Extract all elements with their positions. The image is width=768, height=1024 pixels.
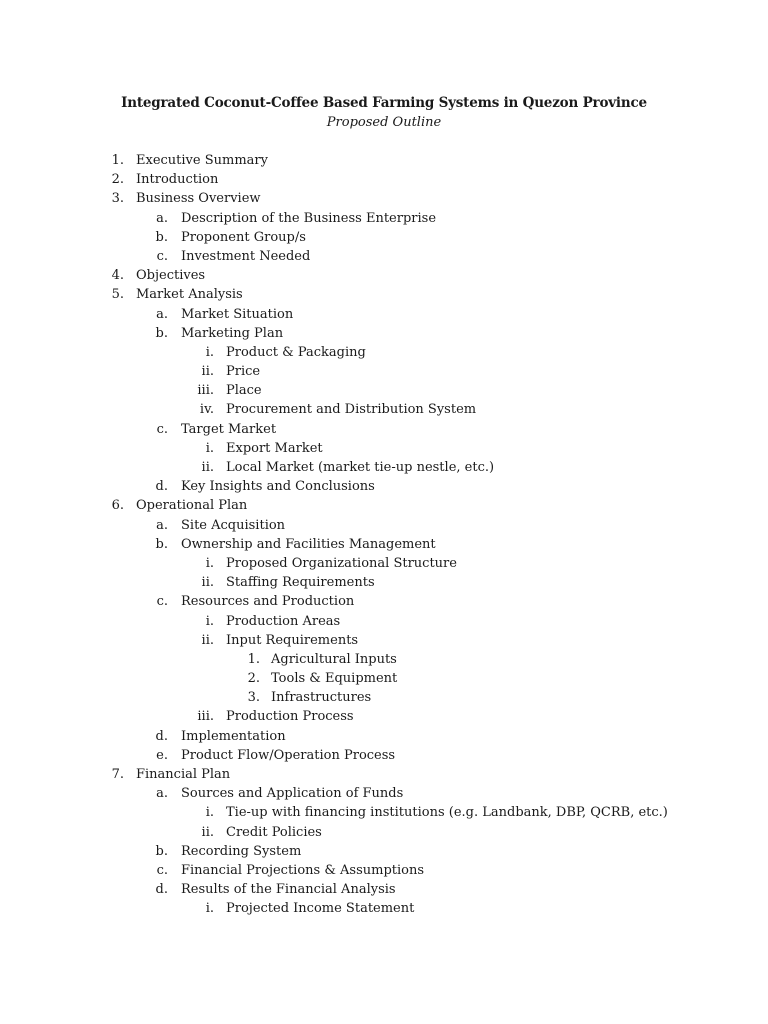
outline-item-level-2 xyxy=(0,592,768,611)
outline-item-marker: c. xyxy=(156,862,168,878)
outline-item-text: Production Process xyxy=(226,709,354,725)
outline-item-text: Market Situation xyxy=(181,306,294,322)
outline-item-level-2 xyxy=(0,842,768,861)
outline-item-level-2 xyxy=(0,861,768,880)
outline-item-text: Price xyxy=(226,364,261,380)
outline-item-marker: d. xyxy=(155,728,168,744)
outline-item-marker: e. xyxy=(156,747,168,763)
document-title: Integrated Coconut-Coffee Based Farming Systems in Quezon Province xyxy=(121,95,647,111)
outline-item-marker: a. xyxy=(156,210,168,226)
outline-item-marker: b. xyxy=(155,843,168,859)
outline-item-text: Tools & Equipment xyxy=(271,671,398,687)
outline-item-marker: c. xyxy=(156,594,168,610)
outline-item-level-3 xyxy=(0,899,768,918)
outline-item-level-2 xyxy=(0,784,768,803)
outline-item-text: Business Overview xyxy=(136,191,261,207)
outline-item-level-3 xyxy=(0,439,768,458)
outline-item-text: Target Market xyxy=(181,421,277,437)
outline-item-marker: b. xyxy=(155,536,168,552)
outline-item-text: Financial Projections & Assumptions xyxy=(181,862,425,878)
outline-item-marker: 2. xyxy=(111,172,124,188)
outline-item-text: Key Insights and Conclusions xyxy=(181,479,375,495)
outline-item-level-3 xyxy=(0,554,768,573)
outline-item-level-2 xyxy=(0,324,768,343)
outline-item-marker: a. xyxy=(156,517,168,533)
outline-item-marker: i. xyxy=(205,613,214,629)
outline-item-marker: 7. xyxy=(111,767,124,782)
outline-item-marker: i. xyxy=(205,805,214,821)
outline-item-text: Staffing Requirements xyxy=(226,575,375,591)
outline-item-level-1 xyxy=(0,151,768,170)
outline-item-level-3 xyxy=(0,343,768,362)
outline-item-level-3 xyxy=(0,803,768,822)
outline-item-text: Projected Income Statement xyxy=(226,901,415,917)
outline-item-marker: c. xyxy=(156,248,168,264)
outline-item-text: Procurement and Distribution System xyxy=(226,402,477,418)
outline-item-text: Product & Packaging xyxy=(226,344,366,360)
outline-item-text: Marketing Plan xyxy=(181,325,284,341)
outline-item-marker: i. xyxy=(205,901,214,917)
outline-item-marker: a. xyxy=(156,786,168,802)
outline-item-text: Executive Summary xyxy=(136,153,268,168)
outline-item-text: Agricultural Inputs xyxy=(271,651,397,667)
outline-item-marker: i. xyxy=(205,440,214,456)
outline-item-level-4 xyxy=(0,669,768,688)
outline-item-level-3 xyxy=(0,400,768,419)
outline-item-level-2 xyxy=(0,420,768,439)
outline-item-text: Site Acquisition xyxy=(181,517,286,533)
outline-item-marker: i. xyxy=(205,344,214,360)
outline-item-level-2 xyxy=(0,209,768,228)
outline-item-level-1 xyxy=(0,266,768,285)
outline-item-level-1 xyxy=(0,765,768,784)
outline-item-level-2 xyxy=(0,247,768,266)
outline-item-text: Tie-up with financing institutions (e.g. Landbank, DBP, QCRB, etc.) xyxy=(226,805,668,821)
outline-item-text: Description of the Business Enterprise xyxy=(181,210,437,226)
outline-item-marker: ii. xyxy=(201,632,214,648)
outline-item-level-2 xyxy=(0,880,768,899)
outline-item-marker: iv. xyxy=(199,402,214,418)
outline-list xyxy=(0,151,768,919)
outline-item-text: Proposed Organizational Structure xyxy=(226,555,457,571)
outline-item-level-3 xyxy=(0,631,768,650)
outline-item-text: Objectives xyxy=(136,268,206,284)
outline-item-marker: 5. xyxy=(111,287,124,303)
outline-item-text: Product Flow/Operation Process xyxy=(181,747,396,763)
outline-item-level-2 xyxy=(0,228,768,247)
outline-item-marker: a. xyxy=(156,306,168,322)
outline-item-level-3 xyxy=(0,362,768,381)
outline-item-level-2 xyxy=(0,727,768,746)
outline-item-marker: 2. xyxy=(247,671,260,687)
outline-item-level-3 xyxy=(0,573,768,592)
outline-item-marker: c. xyxy=(156,421,168,437)
outline-item-level-3 xyxy=(0,707,768,726)
outline-item-text: Results of the Financial Analysis xyxy=(181,882,396,898)
outline-item-marker: b. xyxy=(155,325,168,341)
outline-item-marker: ii. xyxy=(201,460,214,475)
outline-item-marker: 3. xyxy=(111,191,124,207)
outline-item-marker: 4. xyxy=(111,268,124,284)
outline-item-text: Credit Policies xyxy=(226,824,322,840)
outline-item-level-4 xyxy=(0,688,768,707)
outline-item-text: Export Market xyxy=(226,440,323,456)
outline-item-marker: 1. xyxy=(111,153,124,168)
outline-item-text: Introduction xyxy=(136,172,219,188)
outline-item-text: Local Market (market tie-up nestle, etc.) xyxy=(226,460,495,475)
outline-item-text: Operational Plan xyxy=(136,498,248,514)
outline-item-marker: d. xyxy=(155,479,168,495)
outline-item-marker: 1. xyxy=(247,651,260,667)
outline-item-level-2 xyxy=(0,477,768,496)
outline-item-level-2 xyxy=(0,305,768,324)
outline-item-level-2 xyxy=(0,746,768,765)
outline-item-text: Investment Needed xyxy=(181,248,311,264)
outline-item-marker: iii. xyxy=(197,709,214,725)
outline-item-text: Financial Plan xyxy=(136,767,231,782)
outline-item-text: Sources and Application of Funds xyxy=(181,786,404,802)
outline-item-marker: 6. xyxy=(111,498,124,514)
outline-item-text: Ownership and Facilities Management xyxy=(181,536,436,552)
outline-item-text: Proponent Group/s xyxy=(181,229,306,245)
outline-item-level-1 xyxy=(0,496,768,515)
document-subtitle: Proposed Outline xyxy=(326,115,442,130)
outline-item-text: Implementation xyxy=(181,728,286,744)
outline-item-marker: i. xyxy=(205,555,214,571)
outline-item-level-1 xyxy=(0,189,768,208)
outline-item-marker: d. xyxy=(155,882,168,898)
outline-item-text: Input Requirements xyxy=(226,632,359,648)
outline-item-marker: ii. xyxy=(201,364,214,380)
outline-item-text: Place xyxy=(226,383,262,399)
outline-item-level-1 xyxy=(0,285,768,304)
outline-item-marker: 3. xyxy=(247,690,260,706)
outline-item-text: Recording System xyxy=(181,843,302,859)
outline-item-marker: ii. xyxy=(201,575,214,591)
outline-item-level-3 xyxy=(0,612,768,631)
outline-item-text: Market Analysis xyxy=(136,287,243,303)
outline-item-level-2 xyxy=(0,535,768,554)
outline-item-level-4 xyxy=(0,650,768,669)
outline-item-text: Resources and Production xyxy=(181,594,355,610)
outline-item-text: Production Areas xyxy=(226,613,341,629)
outline-item-marker: ii. xyxy=(201,824,214,840)
outline-item-level-3 xyxy=(0,823,768,842)
outline-item-marker: iii. xyxy=(197,383,214,399)
outline-item-level-3 xyxy=(0,458,768,477)
outline-item-level-3 xyxy=(0,381,768,400)
outline-item-text: Infrastructures xyxy=(271,690,372,706)
outline-item-marker: b. xyxy=(155,229,168,245)
outline-item-level-1 xyxy=(0,170,768,189)
outline-item-level-2 xyxy=(0,516,768,535)
